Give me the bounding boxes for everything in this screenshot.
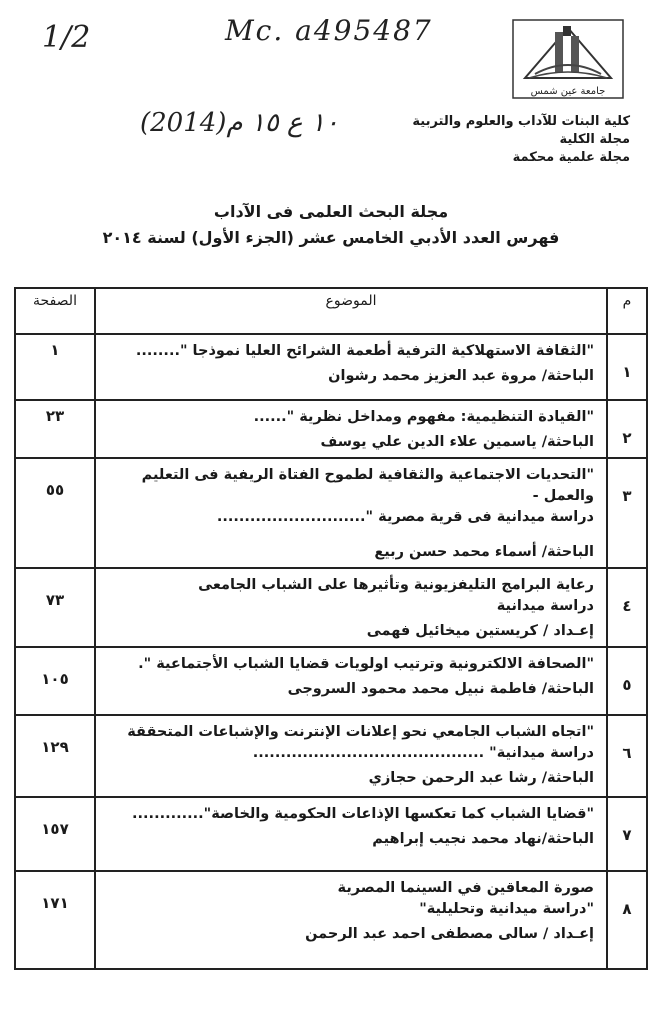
topic-author: إعـداد / سالى مصطفى احمد عبد الرحمن — [305, 926, 594, 942]
row-number — [607, 568, 647, 647]
row-topic — [95, 715, 607, 797]
topic-author: الباحثة/ ياسمين علاء الدين علي يوسف — [320, 434, 594, 450]
row-number-text: ٧ — [622, 826, 632, 844]
issue-title: فهرس العدد الأدبي الخامس عشر (الجزء الأول) لسنة ٢٠١٤ — [102, 228, 560, 247]
topic-author: الباحثة/ أسماء محمد حسن ربيع — [374, 544, 594, 560]
topic-line: "اتجاه الشباب الجامعي نحو إعلانات الإنترنت والإشباعات المتحققة — [127, 724, 594, 740]
row-number — [607, 334, 647, 400]
topic-line: رعاية البرامج التليفزيونية وتأثيرها على الشباب الجامعى — [198, 577, 594, 593]
row-topic — [95, 568, 607, 647]
row-number-text: ٣ — [622, 487, 632, 505]
topic-author: إعـداد / كريستين ميخائيل فهمى — [366, 623, 594, 639]
row-page — [15, 871, 95, 969]
table-row — [15, 568, 647, 647]
contents-table — [14, 287, 648, 970]
row-page-text: ١٧١ — [41, 894, 69, 912]
row-page — [15, 568, 95, 647]
logo-caption: جامعة عين شمس — [530, 86, 606, 97]
header-page: الصفحة — [15, 288, 95, 334]
handwritten-date-note: (2014)١٠ ع ١٥ م — [140, 108, 339, 138]
institution-journal: مجلة الكلية — [559, 132, 630, 147]
row-number — [607, 715, 647, 797]
row-number — [607, 400, 647, 458]
topic-line: "قضايا الشباب كما تعكسها الإذاعات الحكومية والخاصة"............. — [132, 806, 594, 822]
row-page-text: ٢٣ — [45, 407, 65, 425]
topic-author: الباحثة/نهاد محمد نجيب إبراهيم — [372, 831, 594, 847]
topic-author: الباحثة/ فاطمة نبيل محمد محمود السروجى — [287, 681, 594, 697]
table-row — [15, 458, 647, 568]
row-number — [607, 647, 647, 715]
institution-type: مجلة علمية محكمة — [512, 150, 630, 165]
topic-line: "القيادة التنظيمية: مفهوم ومداخل نظرية "...... — [253, 409, 594, 425]
table-row — [15, 400, 647, 458]
topic-line: دراسة ميدانية — [496, 598, 594, 614]
row-page-text: ١٠٥ — [41, 670, 69, 688]
row-page-text: ١٥٧ — [41, 820, 69, 838]
row-number-text: ٨ — [622, 900, 632, 918]
topic-author: الباحثة/ رشا عبد الرحمن حجازي — [368, 770, 594, 786]
row-page-text: ٧٣ — [45, 591, 65, 609]
row-number-text: ٢ — [622, 429, 632, 447]
row-number-text: ٥ — [622, 676, 632, 694]
row-page — [15, 334, 95, 400]
topic-line: "الثقافة الاستهلاكية الترفية أطعمة الشرائح العليا نموذجا "........ — [135, 343, 594, 359]
table-row — [15, 871, 647, 969]
row-page — [15, 458, 95, 568]
row-page — [15, 797, 95, 871]
row-page-text: ١٢٩ — [41, 738, 69, 756]
row-page — [15, 715, 95, 797]
topic-line: "التحديات الاجتماعية والثقافية لطموح الفتاة الريفية فى التعليم والعمل - — [141, 467, 594, 504]
row-topic — [95, 400, 607, 458]
row-page-text: ١ — [50, 341, 60, 359]
table-row — [15, 334, 647, 400]
topic-line: دراسة ميدانية فى قرية مصرية "........................... — [216, 509, 594, 525]
journal-title: مجلة البحث العلمى فى الآداب — [213, 202, 449, 221]
row-number — [607, 458, 647, 568]
topic-author: الباحثة/ مروة عبد العزيز محمد رشوان — [328, 368, 594, 384]
row-number — [607, 871, 647, 969]
table-row — [15, 715, 647, 797]
institution-name: كلية البنات للآداب والعلوم والتربية — [412, 114, 630, 129]
row-topic — [95, 334, 607, 400]
row-page — [15, 647, 95, 715]
topic-line: "دراسة ميدانية وتحليلية" — [419, 901, 594, 917]
institution-block — [412, 113, 630, 167]
table-row — [15, 797, 647, 871]
table-row — [15, 647, 647, 715]
row-topic — [95, 458, 607, 568]
row-number-text: ٤ — [622, 597, 632, 615]
row-topic — [95, 647, 607, 715]
topic-line: صورة المعاقين في السينما المصرية — [337, 880, 594, 896]
handwritten-page-number: 1/2 — [42, 20, 91, 55]
row-number-text: ٦ — [622, 744, 632, 762]
header-topic: الموضوع — [95, 288, 607, 334]
header-num: م — [607, 288, 647, 334]
handwritten-accession-number: Mc. a495487 — [225, 14, 433, 47]
row-number-text: ١ — [622, 363, 632, 381]
row-page — [15, 400, 95, 458]
row-topic — [95, 871, 607, 969]
university-logo — [505, 18, 631, 104]
topic-line: "الصحافة الالكترونية وترتيب اولويات قضايا الشباب الأجتماعية ". — [138, 656, 594, 672]
row-number — [607, 797, 647, 871]
table-header — [15, 288, 647, 334]
topic-line: دراسة ميدانية" .......................................... — [252, 745, 594, 761]
row-page-text: ٥٥ — [45, 481, 65, 499]
row-topic — [95, 797, 607, 871]
